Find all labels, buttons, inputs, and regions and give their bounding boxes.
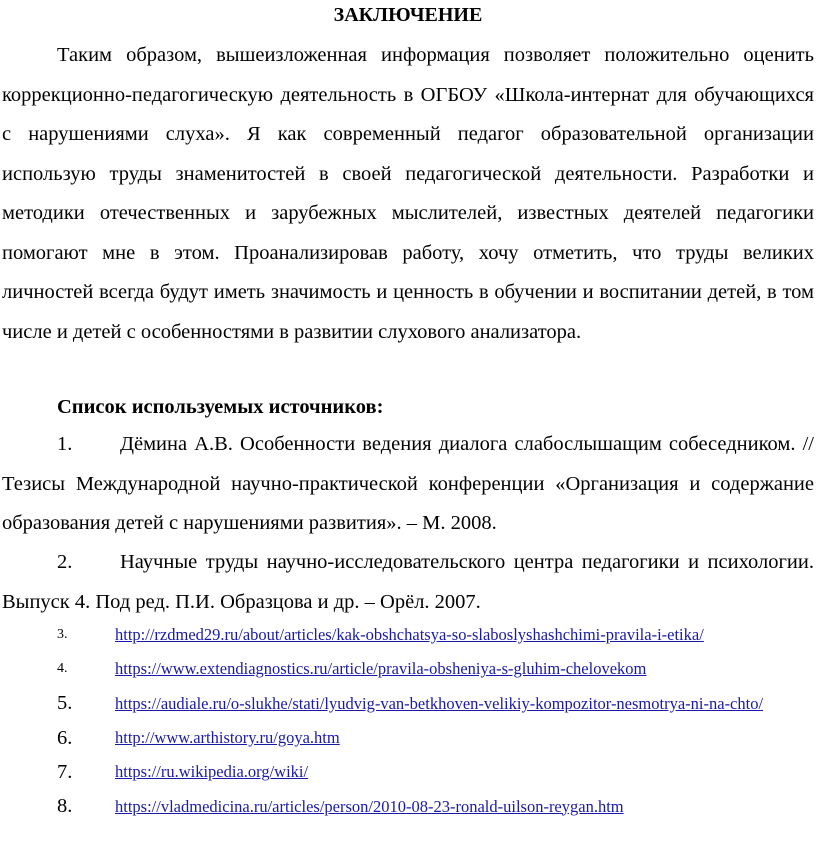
link-number: 8. xyxy=(57,795,73,818)
reference-link[interactable]: http://www.arthistory.ru/goya.htm xyxy=(115,728,340,748)
reference-item xyxy=(2,425,814,544)
reference-links-list xyxy=(57,618,816,824)
link-number: 6. xyxy=(57,726,73,749)
link-number: 3. xyxy=(57,627,68,643)
reference-item xyxy=(2,543,814,622)
reference-number: 2. xyxy=(57,551,73,573)
link-item xyxy=(57,755,816,789)
link-item xyxy=(57,687,816,721)
link-item xyxy=(57,721,816,755)
link-number: 5. xyxy=(57,692,73,715)
conclusion-paragraph: Таким образом, вышеизложенная информация позволяет положительно оценить коррекционно-педагогическую деятельность в ОГБОУ «Школа-интернат для обучающихся с нарушениями слуха». Я как современный педагог образовательной организации использую труды знаменитостей в своей педагогической деятельности. Разработки и методики отечественных и зарубежных мыслителей, известных деятелей педагогики помогают мне в этом. Проанализировав работу, хочу отметить, что труды великих личностей всегда будут иметь значимость и ценность в обучении и воспитании детей, в том числе и детей с особенностями в развитии слухового анализатора. xyxy=(2,44,814,343)
sources-heading: Список используемых источников: xyxy=(57,396,384,418)
reference-number: 1. xyxy=(57,433,73,455)
link-number: 4. xyxy=(57,661,68,677)
link-item xyxy=(57,618,816,652)
reference-link[interactable]: https://audiale.ru/o-slukhe/stati/lyudvig-van-betkhoven-velikiy-kompozitor-nesmotrya-ni-na-chto/ xyxy=(115,693,764,713)
reference-link[interactable]: https://www.extendiagnostics.ru/article/pravila-obsheniya-s-gluhim-chelovekom xyxy=(115,659,647,679)
reference-link[interactable]: https://ru.wikipedia.org/wiki/ xyxy=(115,762,309,782)
link-number: 7. xyxy=(57,760,73,783)
document-title: ЗАКЛЮЧЕНИЕ xyxy=(333,4,483,26)
link-item xyxy=(57,789,816,823)
link-item xyxy=(57,652,816,686)
reference-text: Дёмина А.В. Особенности ведения диалога слабослышащим собеседником. // Тезисы Международной научно-практической конференции «Организация и содержание образования детей с нарушениями развития». – М. 2008. xyxy=(2,433,814,534)
reference-text: Научные труды научно-исследовательского центра педагогики и психологии. Выпуск 4. Под ред. П.И. Образцова и др. – Орёл. 2007. xyxy=(2,551,814,613)
reference-link[interactable]: http://rzdmed29.ru/about/articles/kak-obshchatsya-so-slaboslyshashchimi-pravila-i-etika/ xyxy=(115,625,704,645)
reference-link[interactable]: https://vladmedicina.ru/articles/person/2010-08-23-ronald-uilson-reygan.htm xyxy=(115,796,624,816)
